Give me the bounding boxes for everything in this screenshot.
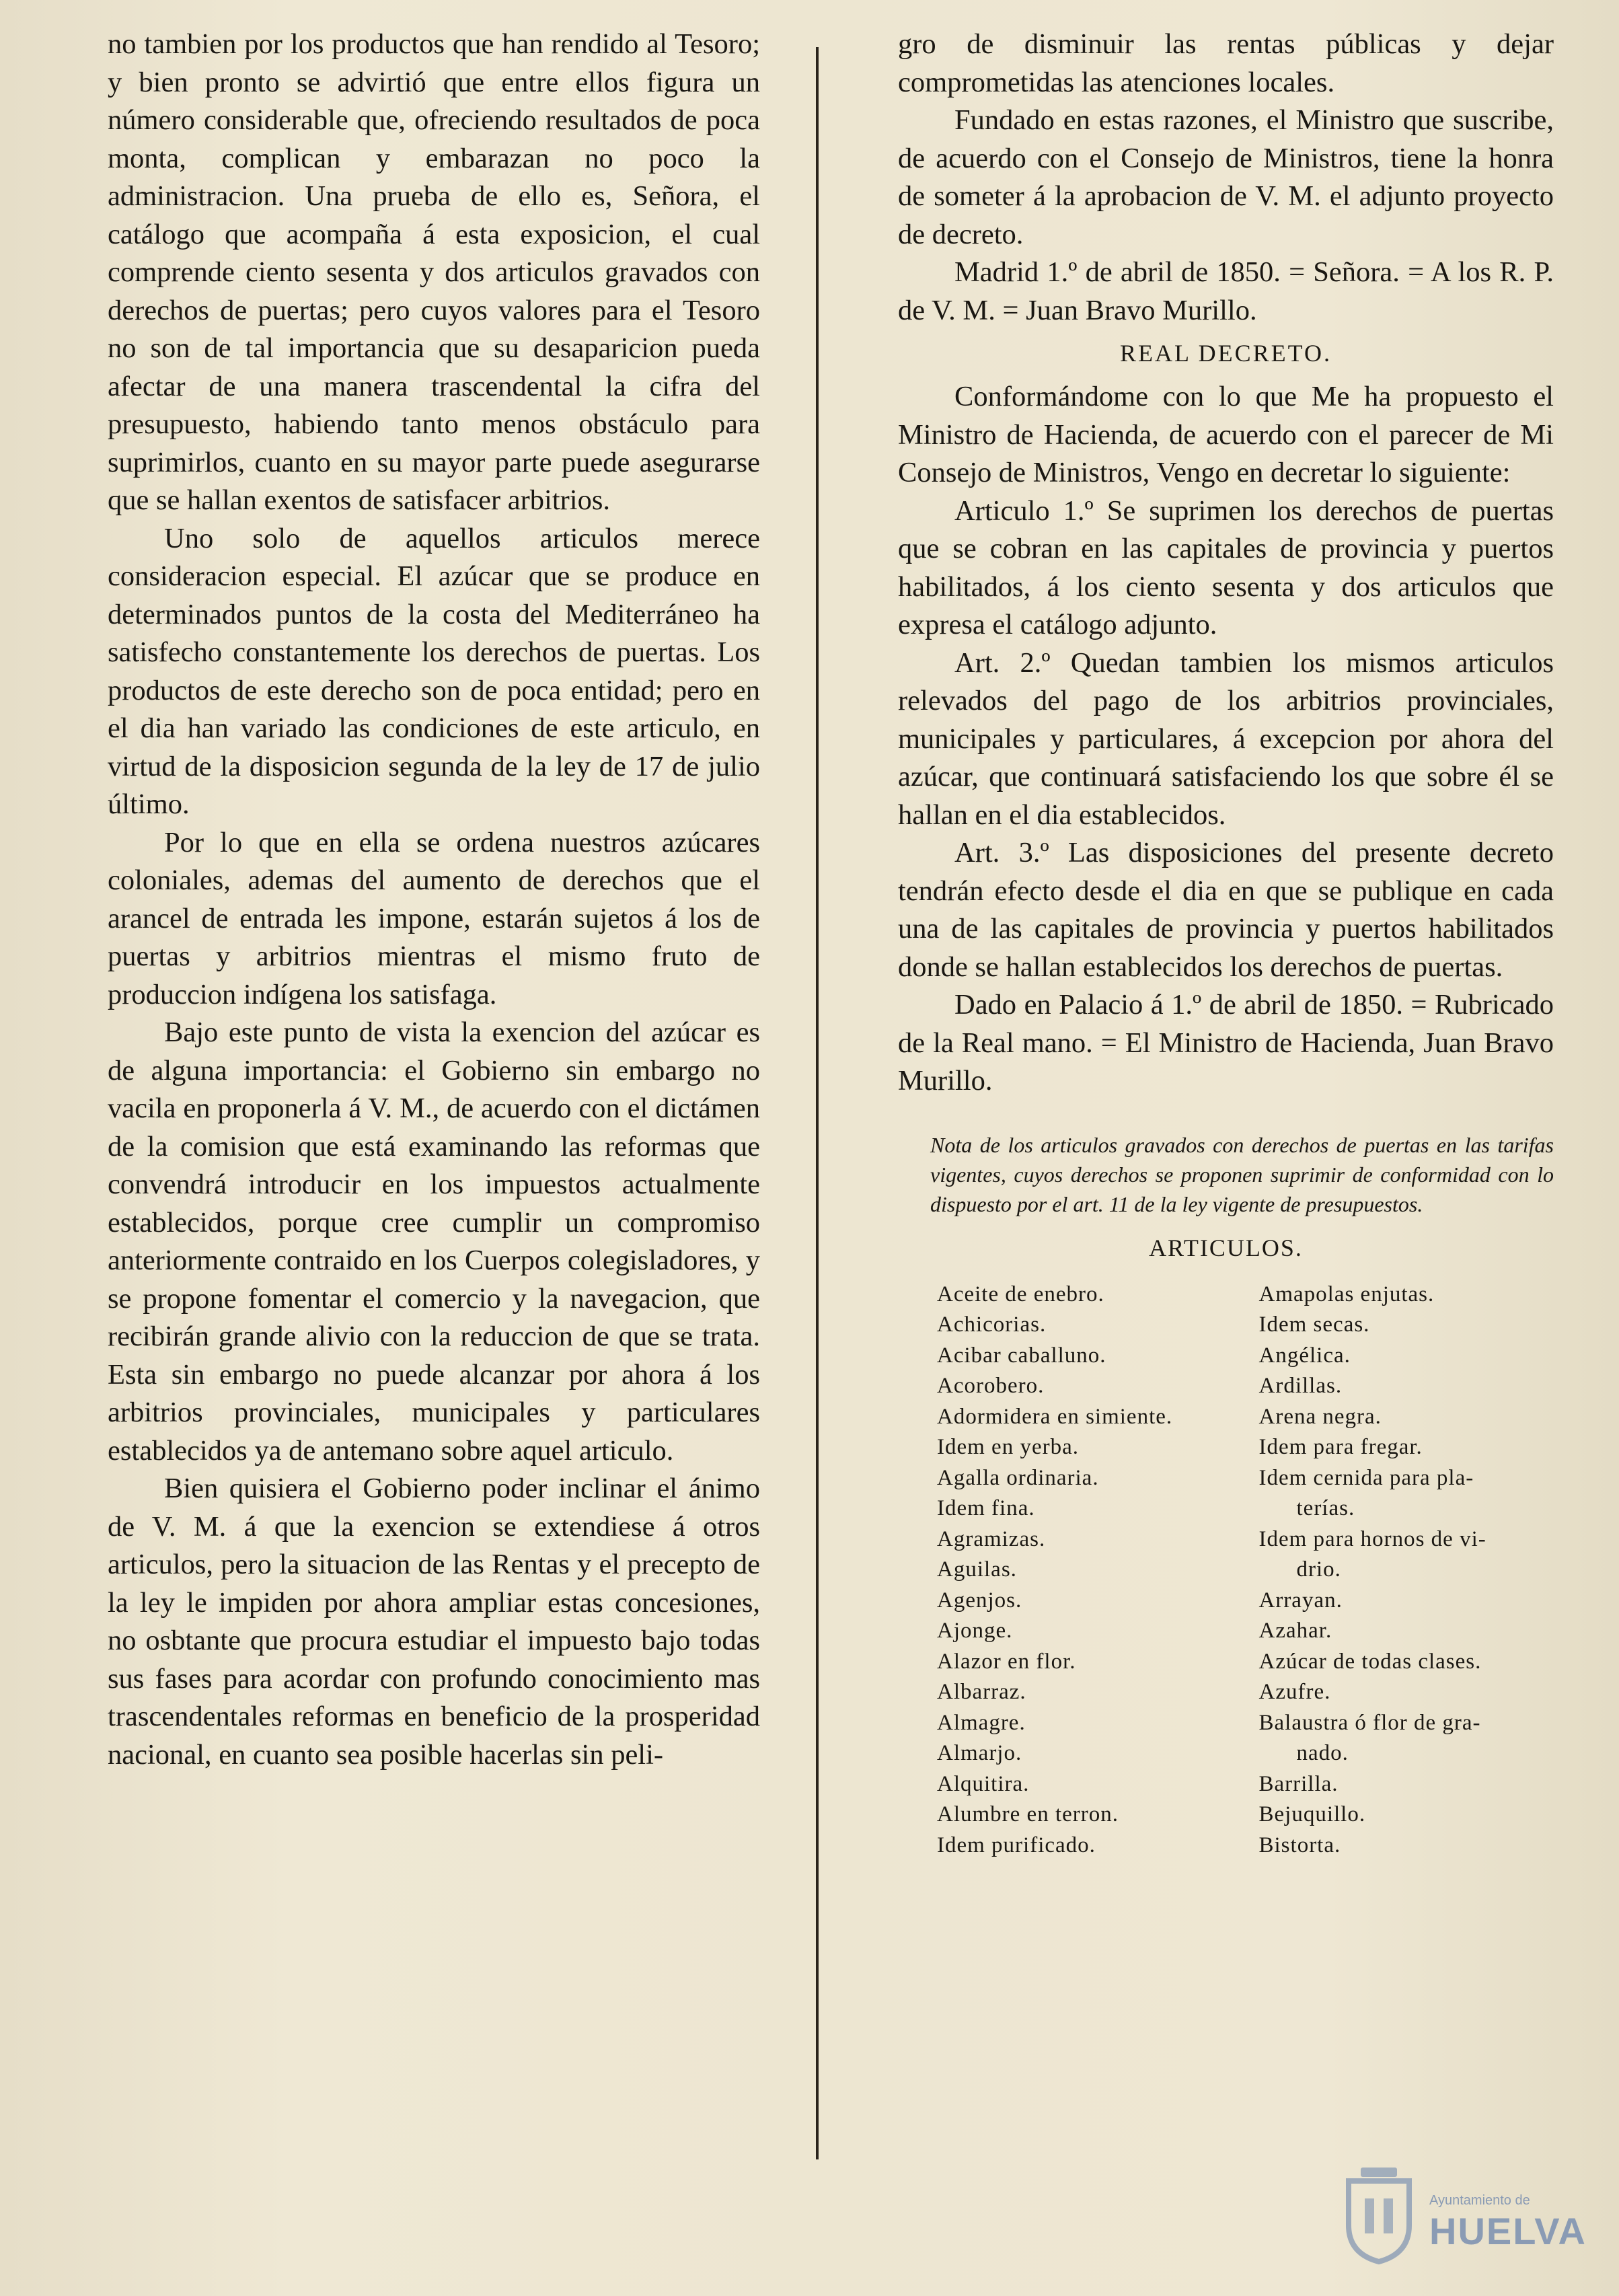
article-item: Azufre. <box>1258 1680 1331 1704</box>
intro-paragraph: gro de disminuir las rentas públicas y dejar comprometidas las atenciones locales. <box>898 28 1554 98</box>
article-item: Alazor en flor. <box>937 1649 1076 1674</box>
left-paragraph: no tambien por los productos que han rendido al Tesoro; y bien pronto se advirtió que entre ellos figura un número considerable que, ofreciendo resultados de poca monta, complican y embarazan no poco la administracion. Una prueba de ello es, Señora, el catálogo que acompaña á esta exposicion, el cual comprende ciento sesenta y dos articulos gravados con derechos de puertas; pero cuyos valores para el Tesoro no son de tal importancia que su desaparicion pueda afectar de una manera trascendental la cifra del presupuesto, habiendo tanto menos obstáculo para suprimirlos, cuanto en su mayor parte puede asegurarse que se hallan exentos de satisfacer arbitrios. <box>108 28 760 516</box>
article-item: terías. <box>1296 1496 1355 1520</box>
signature-line: Madrid 1.º de abril de 1850. = Señora. = A los R. P. de V. M. = Juan Bravo Murillo. <box>898 256 1554 326</box>
articles-heading: ARTICULOS. <box>1149 1234 1303 1261</box>
article-item: Albarraz. <box>937 1680 1026 1704</box>
articles-note: Nota de los articulos gravados con derechos de puertas en las tarifas vigentes, cuyos derechos se proponen suprimir de conformidad con lo dispuesto por el art. 11 de la ley vigente de presupuestos. <box>930 1132 1554 1216</box>
left-paragraph: Por lo que en ella se ordena nuestros azúcares coloniales, ademas del aumento de derechos que el arancel de entrada les impone, estarán sujetos á los de puertas y arbitrios mientras el mismo fruto de produccion indígena los satisfaga. <box>108 826 760 1010</box>
left-paragraph: Bien quisiera el Gobierno poder inclinar el ánimo de V. M. á que la exencion se extendiese á otros articulos, pero la situacion de las Rentas y el precepto de la ley le impiden por ahora ampliar estas concesiones, no osbtante que procura estudiar el impuesto bajo todas sus fases para acordar con profundo conocimiento mas trascendentales reformas en beneficio de la prosperidad nacional, en cuanto sea posible hacerlas sin peli- <box>108 1473 760 1771</box>
article-item: Azúcar de todas clases. <box>1258 1649 1482 1674</box>
article-item: Bistorta. <box>1258 1832 1341 1857</box>
articles-column-2 <box>1259 1280 1554 1861</box>
article-item: Agenjos. <box>937 1588 1022 1613</box>
left-paragraph: Uno solo de aquellos articulos merece consideracion especial. El azúcar que se produce en determinados puntos de la costa del Mediterráneo ha satisfecho constantemente los derechos de puertas. Los productos de este derecho son de poca entidad; pero en el dia han variado las condiciones de este articulo, en virtud de la disposicion segunda de la ley de 17 de julio último. <box>108 522 760 820</box>
article-item: Idem fina. <box>937 1496 1035 1520</box>
article-item: Barrilla. <box>1258 1771 1339 1796</box>
article-item: Agramizas. <box>937 1526 1046 1551</box>
article-item: Idem para hornos de vi- <box>1258 1526 1486 1551</box>
decree-paragraph: Art. 3.º Las disposiciones del presente decreto tendrán efecto desde el dia en que se publique en cada una de las capitales de provincia y puertos habilitados donde se hallan establecidos los derechos de puertas. <box>898 837 1554 983</box>
article-item: Achicorias. <box>937 1312 1047 1337</box>
decree-paragraph: Conformándome con lo que Me ha propuesto el Ministro de Hacienda, de acuerdo con el parecer de Mi Consejo de Ministros, Vengo en decretar lo siguiente: <box>898 381 1554 488</box>
article-item: Aceite de enebro. <box>937 1282 1104 1306</box>
article-item: Acibar caballuno. <box>937 1343 1106 1368</box>
coat-of-arms-icon <box>1342 2163 1416 2264</box>
article-item: Ardillas. <box>1258 1374 1343 1398</box>
intro-paragraph: Fundado en estas razones, el Ministro que suscribe, de acuerdo con el Consejo de Ministros, tiene la honra de someter á la aprobacion de V. M. el adjunto proyecto de decreto. <box>898 104 1554 250</box>
article-item: Aguilas. <box>937 1557 1017 1582</box>
article-item: Agalla ordinaria. <box>937 1465 1099 1490</box>
articles-column-1 <box>937 1280 1232 1861</box>
decree-paragraph: Dado en Palacio á 1.º de abril de 1850. = Rubricado de la Real mano. = El Ministro de Hacienda, Juan Bravo Murillo. <box>898 989 1554 1097</box>
article-item: Angélica. <box>1258 1343 1351 1368</box>
article-item: Alquitira. <box>937 1771 1030 1796</box>
article-item: Amapolas enjutas. <box>1258 1282 1435 1306</box>
articles-list <box>937 1280 1554 1861</box>
article-item: Acorobero. <box>937 1374 1045 1398</box>
article-item: Idem secas. <box>1258 1312 1370 1337</box>
article-item: Balaustra ó flor de gra- <box>1258 1710 1481 1735</box>
article-item: Idem para fregar. <box>1258 1435 1423 1459</box>
article-item: Idem purificado. <box>937 1832 1096 1857</box>
article-item: Arrayan. <box>1258 1588 1343 1613</box>
article-item: Adormidera en simiente. <box>937 1404 1173 1429</box>
article-item: Almagre. <box>937 1710 1026 1735</box>
right-column <box>898 26 1554 1861</box>
article-item: Almarjo. <box>937 1741 1022 1765</box>
article-item: Idem cernida para pla- <box>1258 1465 1474 1490</box>
article-item: Ajonge. <box>937 1619 1013 1643</box>
article-item: Idem en yerba. <box>937 1435 1079 1459</box>
column-divider <box>816 47 819 2159</box>
left-column <box>108 26 760 1774</box>
decree-heading: REAL DECRETO. <box>1120 340 1332 367</box>
article-item: Bejuquillo. <box>1258 1802 1366 1826</box>
article-item: drio. <box>1296 1557 1341 1582</box>
watermark-line-2: HUELVA <box>1429 2210 1587 2252</box>
huelva-watermark <box>1342 2159 1587 2281</box>
watermark-line-1: Ayuntamiento de <box>1429 2193 1530 2208</box>
decree-paragraph: Art. 2.º Quedan tambien los mismos articulos relevados del pago de los arbitrios provinciales, municipales y particulares, á excepcion por ahora del azúcar, que continuará satisfaciendo los que sobre él se hallan en el dia establecidos. <box>898 646 1554 831</box>
article-item: Azahar. <box>1258 1619 1332 1643</box>
left-paragraph: Bajo este punto de vista la exencion del azúcar es de alguna importancia: el Gobierno sin embargo no vacila en proponerla á V. M., de acuerdo con el dictámen de la comision que está examinando las reformas que convendrá introducir en los impuestos actualmente establecidos, porque cree cumplir un compromiso anteriormente contraido en los Cuerpos colegisladores, y se propone fomentar el comercio y la navegacion, que recibirán grande alivio con la reduccion de que se trata. Esta sin embargo no puede alcanzar por ahora á los arbitrios provinciales, municipales y particulares establecidos ya de antemano sobre aquel articulo. <box>108 1016 760 1467</box>
decree-body <box>898 378 1554 1101</box>
decree-paragraph: Articulo 1.º Se suprimen los derechos de puertas que se cobran en las capitales de provincia y puertos habilitados, á los ciento sesenta y dos articulos que expresa el catálogo adjunto. <box>898 494 1554 640</box>
right-intro <box>898 26 1554 254</box>
article-item: Alumbre en terron. <box>937 1802 1119 1826</box>
article-item: nado. <box>1296 1741 1349 1765</box>
article-item: Arena negra. <box>1258 1404 1382 1429</box>
